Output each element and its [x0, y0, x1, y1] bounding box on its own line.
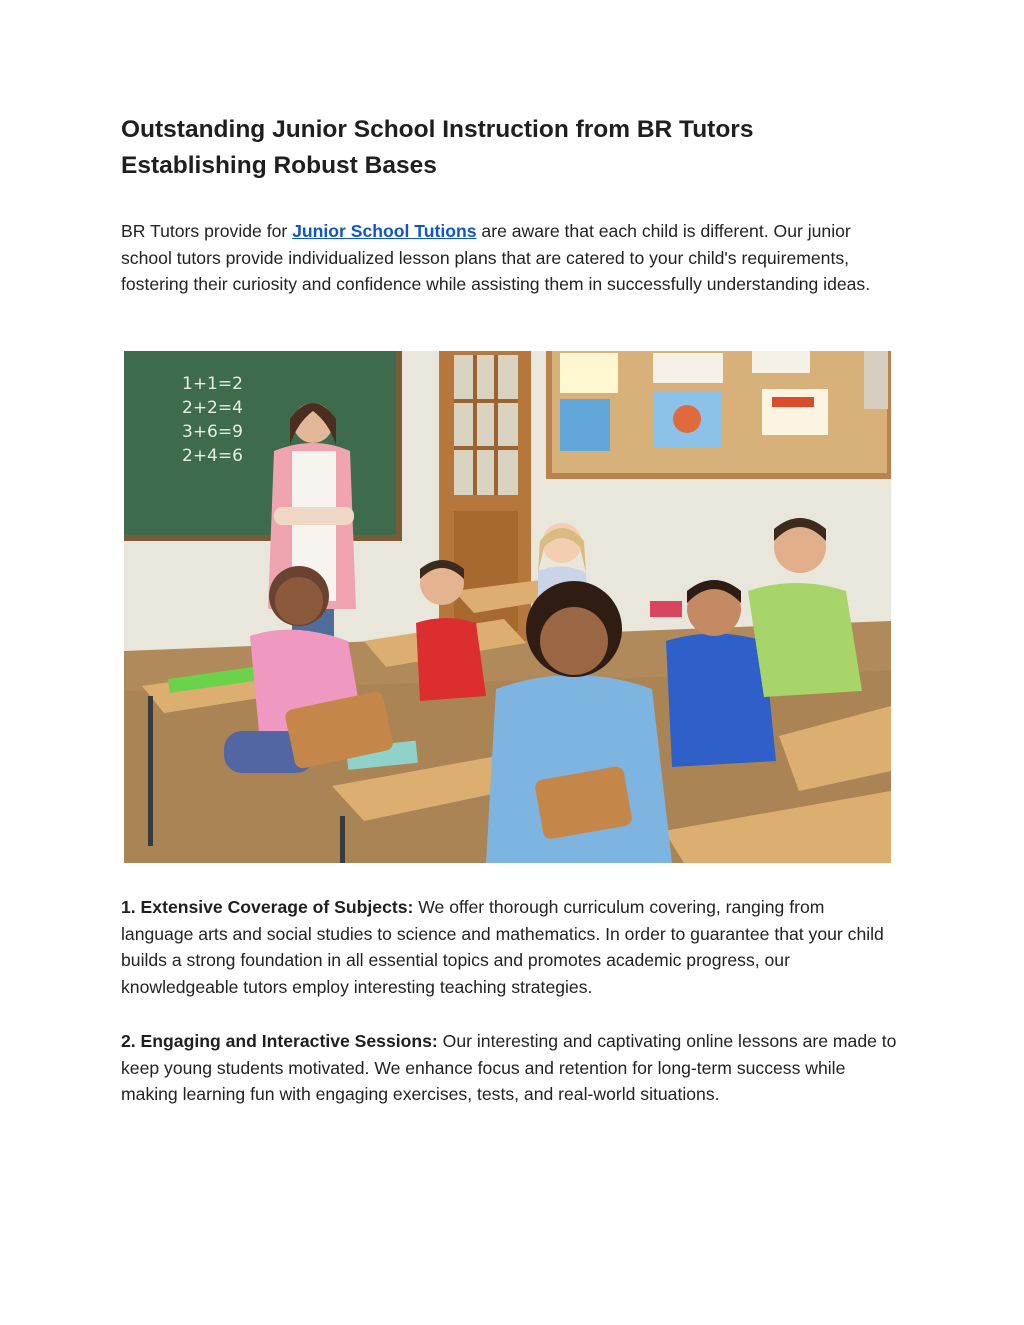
feature-sections [121, 894, 901, 1136]
section-subjects-heading: 1. Extensive Coverage of Subjects: [121, 897, 414, 917]
section-subjects [121, 894, 901, 1000]
page-title: Outstanding Junior School Instruction from BR Tutors Establishing Robust Bases [121, 116, 754, 179]
intro-text-start: BR Tutors provide for [121, 221, 293, 241]
chalk-line-3: 3+6=9 [182, 422, 243, 442]
classroom-photo [124, 351, 891, 863]
chalkboard [124, 351, 402, 541]
intro-text-end: are aware that each child is different. Our junior school tutors provide individualized lesson plans that are catered to your child's requirements, fostering their curiosity and confidence while assisting them in successfully understanding ideas. [121, 221, 871, 294]
intro-paragraph [121, 218, 901, 298]
document-page [121, 112, 901, 1104]
chalk-line-4: 2+4=6 [182, 446, 243, 466]
chalk-line-2: 2+2=4 [182, 398, 243, 418]
section-sessions-text: Our interesting and captivating online lessons are made to keep young students motivated. We enhance focus and retention for long-term success while making learning fun with engaging exercises, tests, and real-world situations. [121, 1031, 897, 1104]
chalk-line-1: 1+1=2 [182, 374, 243, 394]
corkboard [546, 351, 891, 479]
junior-school-tutions-link[interactable]: Junior School Tutions [292, 221, 477, 241]
section-subjects-text: We offer thorough curriculum covering, ranging from language arts and social studies to science and mathematics. In order to guarantee that your child builds a strong foundation in all essential topics and promotes academic progress, our knowledgeable tutors employ interesting teaching strategies. [121, 897, 884, 997]
section-sessions [121, 1028, 901, 1108]
section-sessions-heading: 2. Engaging and Interactive Sessions: [121, 1031, 438, 1051]
